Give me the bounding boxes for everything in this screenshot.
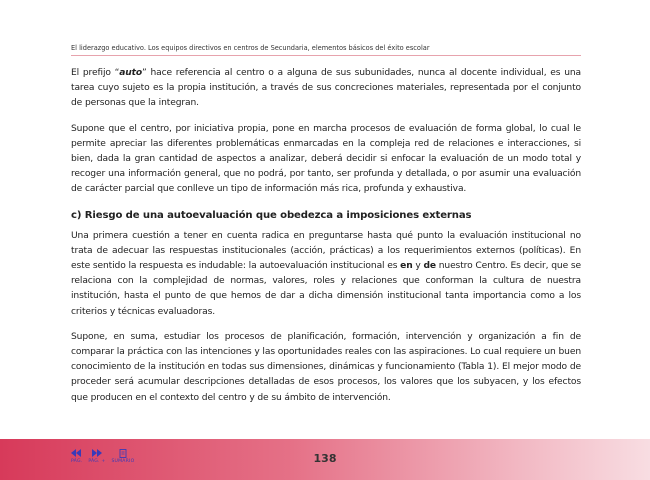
next-page-button[interactable] (88, 449, 105, 465)
paragraph-2: Supone que el centro, por iniciativa propia, pone en marcha procesos de evaluación de forma global, lo cual le permite apreciar las diferentes problemáticas enmarcadas en la compleja red de relaciones e interacciones, si bien, dada la gran cantidad de aspectos a analizar, deberá decidir si enfocar la evaluación de un modo total y recoger una información general, que no podrá, por tanto, ser profunda y detallada, o por asumir una evaluación de carácter parcial que conlleve un tipo de información más rica, profunda y exhaustiva. (71, 123, 581, 195)
text: y (412, 261, 424, 272)
paragraph-1 (71, 66, 581, 112)
main-content (71, 66, 581, 416)
previous-page-label: PÁG. (71, 459, 83, 464)
running-header: El liderazgo educativo. Los equipos directivos en centros de Secundaria, elementos básicos del éxito escolar (71, 44, 581, 56)
double-right-arrow-icon (91, 449, 102, 459)
document-icon (119, 449, 127, 459)
summary-label: SUMARIO (111, 459, 135, 464)
next-page-label: PÁG. + (88, 459, 106, 464)
emphasis-en: en (400, 261, 413, 272)
summary-button[interactable] (111, 449, 134, 465)
emphasis-de: de (423, 261, 436, 272)
text: nuestro Centro. Es decir, que se relaciona con la complejidad de normas, valores, roles y relaciones que conforman la cultura de nuestra institución, hasta el punto de que hemos de dar a dicha dimensión institucional tanta importancia como a los criterios y técnicas evaluadoras. (71, 261, 581, 317)
text: Una primera cuestión a tener en cuenta radica en preguntarse hasta qué punto la evaluación institucional no trata de adecuar las respuestas institucionales (acción, prácticas) a los requerimientos externos (políticas). En este sentido la respuesta es indudable: la autoevaluación institucional es (71, 230, 581, 272)
text: ” hace referencia al centro o a alguna de sus subunidades, nunca al docente individual, es una tarea cuyo sujeto es la propia institución, a través de sus concreciones materiales, representada por el conjunto de personas que la integran. (71, 68, 581, 109)
section-heading-c: c) Riesgo de una autoevaluación que obedezca a imposiciones externas (71, 209, 472, 221)
page-number: 138 (313, 452, 337, 465)
paragraph-4: Supone, en suma, estudiar los procesos de planificación, formación, intervención y organización a fin de comparar la práctica con las intenciones y las oportunidades reales con las aspiraciones. Lo cual requiere un buen conocimiento de la institución en todas sus dimensiones, dinámicas y funcionamiento (Tabla 1). El mejor modo de proceder será acumular descripciones detalladas de esos procesos, los valores que los subyacen, y los efectos que producen en el contexto del centro y de su ámbito de intervención. (71, 331, 581, 403)
emphasis-auto: auto (119, 68, 143, 78)
text: El prefijo “ (71, 68, 120, 78)
paragraph-3 (71, 229, 581, 320)
footer-navigation (71, 449, 134, 465)
previous-page-button[interactable] (71, 449, 82, 465)
double-left-arrow-icon (71, 449, 82, 459)
